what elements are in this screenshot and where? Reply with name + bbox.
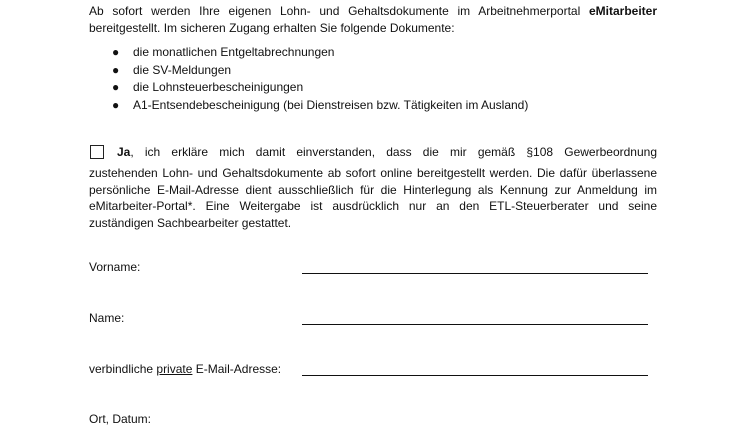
email-label-prefix: verbindliche: [89, 362, 154, 376]
document-list: [89, 44, 528, 114]
list-item-text: die monatlichen Entgeltabrechnungen: [133, 45, 335, 59]
email-label: [89, 361, 281, 377]
consent-first-line: [89, 144, 657, 161]
list-item-text: die Lohnsteuerbescheinigungen: [133, 80, 304, 94]
consent-section: [89, 144, 657, 231]
list-item: [89, 97, 528, 115]
consent-checkbox[interactable]: [90, 145, 104, 159]
list-item: [89, 79, 528, 97]
first-name-label: Vorname:: [89, 260, 141, 274]
intro-text: Ab sofort werden Ihre eigenen Lohn- und Gehaltsdokumente im Arbeitnehmerportal: [89, 4, 581, 18]
list-item: [89, 44, 528, 62]
email-label-suffix: E-Mail-Adresse:: [195, 362, 282, 376]
intro-paragraph: [89, 3, 657, 36]
bullet-icon: ●: [112, 80, 120, 94]
first-name-field[interactable]: [302, 273, 648, 274]
list-item: [89, 62, 528, 80]
bullet-icon: ●: [112, 62, 120, 77]
email-label-underlined: private: [156, 362, 193, 376]
list-item-text: A1-Entsendebescheinigung (bei Dienstreisen bzw. Tätigkeiten im Ausland): [133, 97, 529, 112]
place-date-label: Ort, Datum:: [89, 412, 152, 426]
last-name-label: Name:: [89, 311, 125, 325]
bullet-icon: ●: [112, 97, 120, 112]
consent-text-continued: zustehenden Lohn- und Gehaltsdokumente ab sofort online bereitgestellt werden. Die dafür überlassene persönliche E-Mail-Adresse dient ausschließlich für die Hinterlegung als Kennung zur Anmeldung im eMitarbeiter-Portal*. Eine Weitergabe ist ausdrücklich nur an den ETL-Steuerberater und seine zuständigen Sachbearbeiter gestattet.: [89, 166, 657, 230]
last-name-field[interactable]: [302, 324, 648, 325]
consent-bold-word: Ja: [117, 145, 131, 159]
consent-text: , ich erkläre mich damit einverstanden, dass die mir gemäß §108 Gewerbeordnung: [130, 145, 657, 159]
portal-name: eMitarbeiter: [588, 4, 657, 18]
intro-text-continued: bereitgestellt. Im sicheren Zugang erhalten Sie folgende Dokumente:: [89, 20, 455, 35]
list-item-text: die SV-Meldungen: [133, 62, 232, 77]
bullet-icon: ●: [112, 45, 120, 59]
email-field[interactable]: [302, 375, 648, 376]
